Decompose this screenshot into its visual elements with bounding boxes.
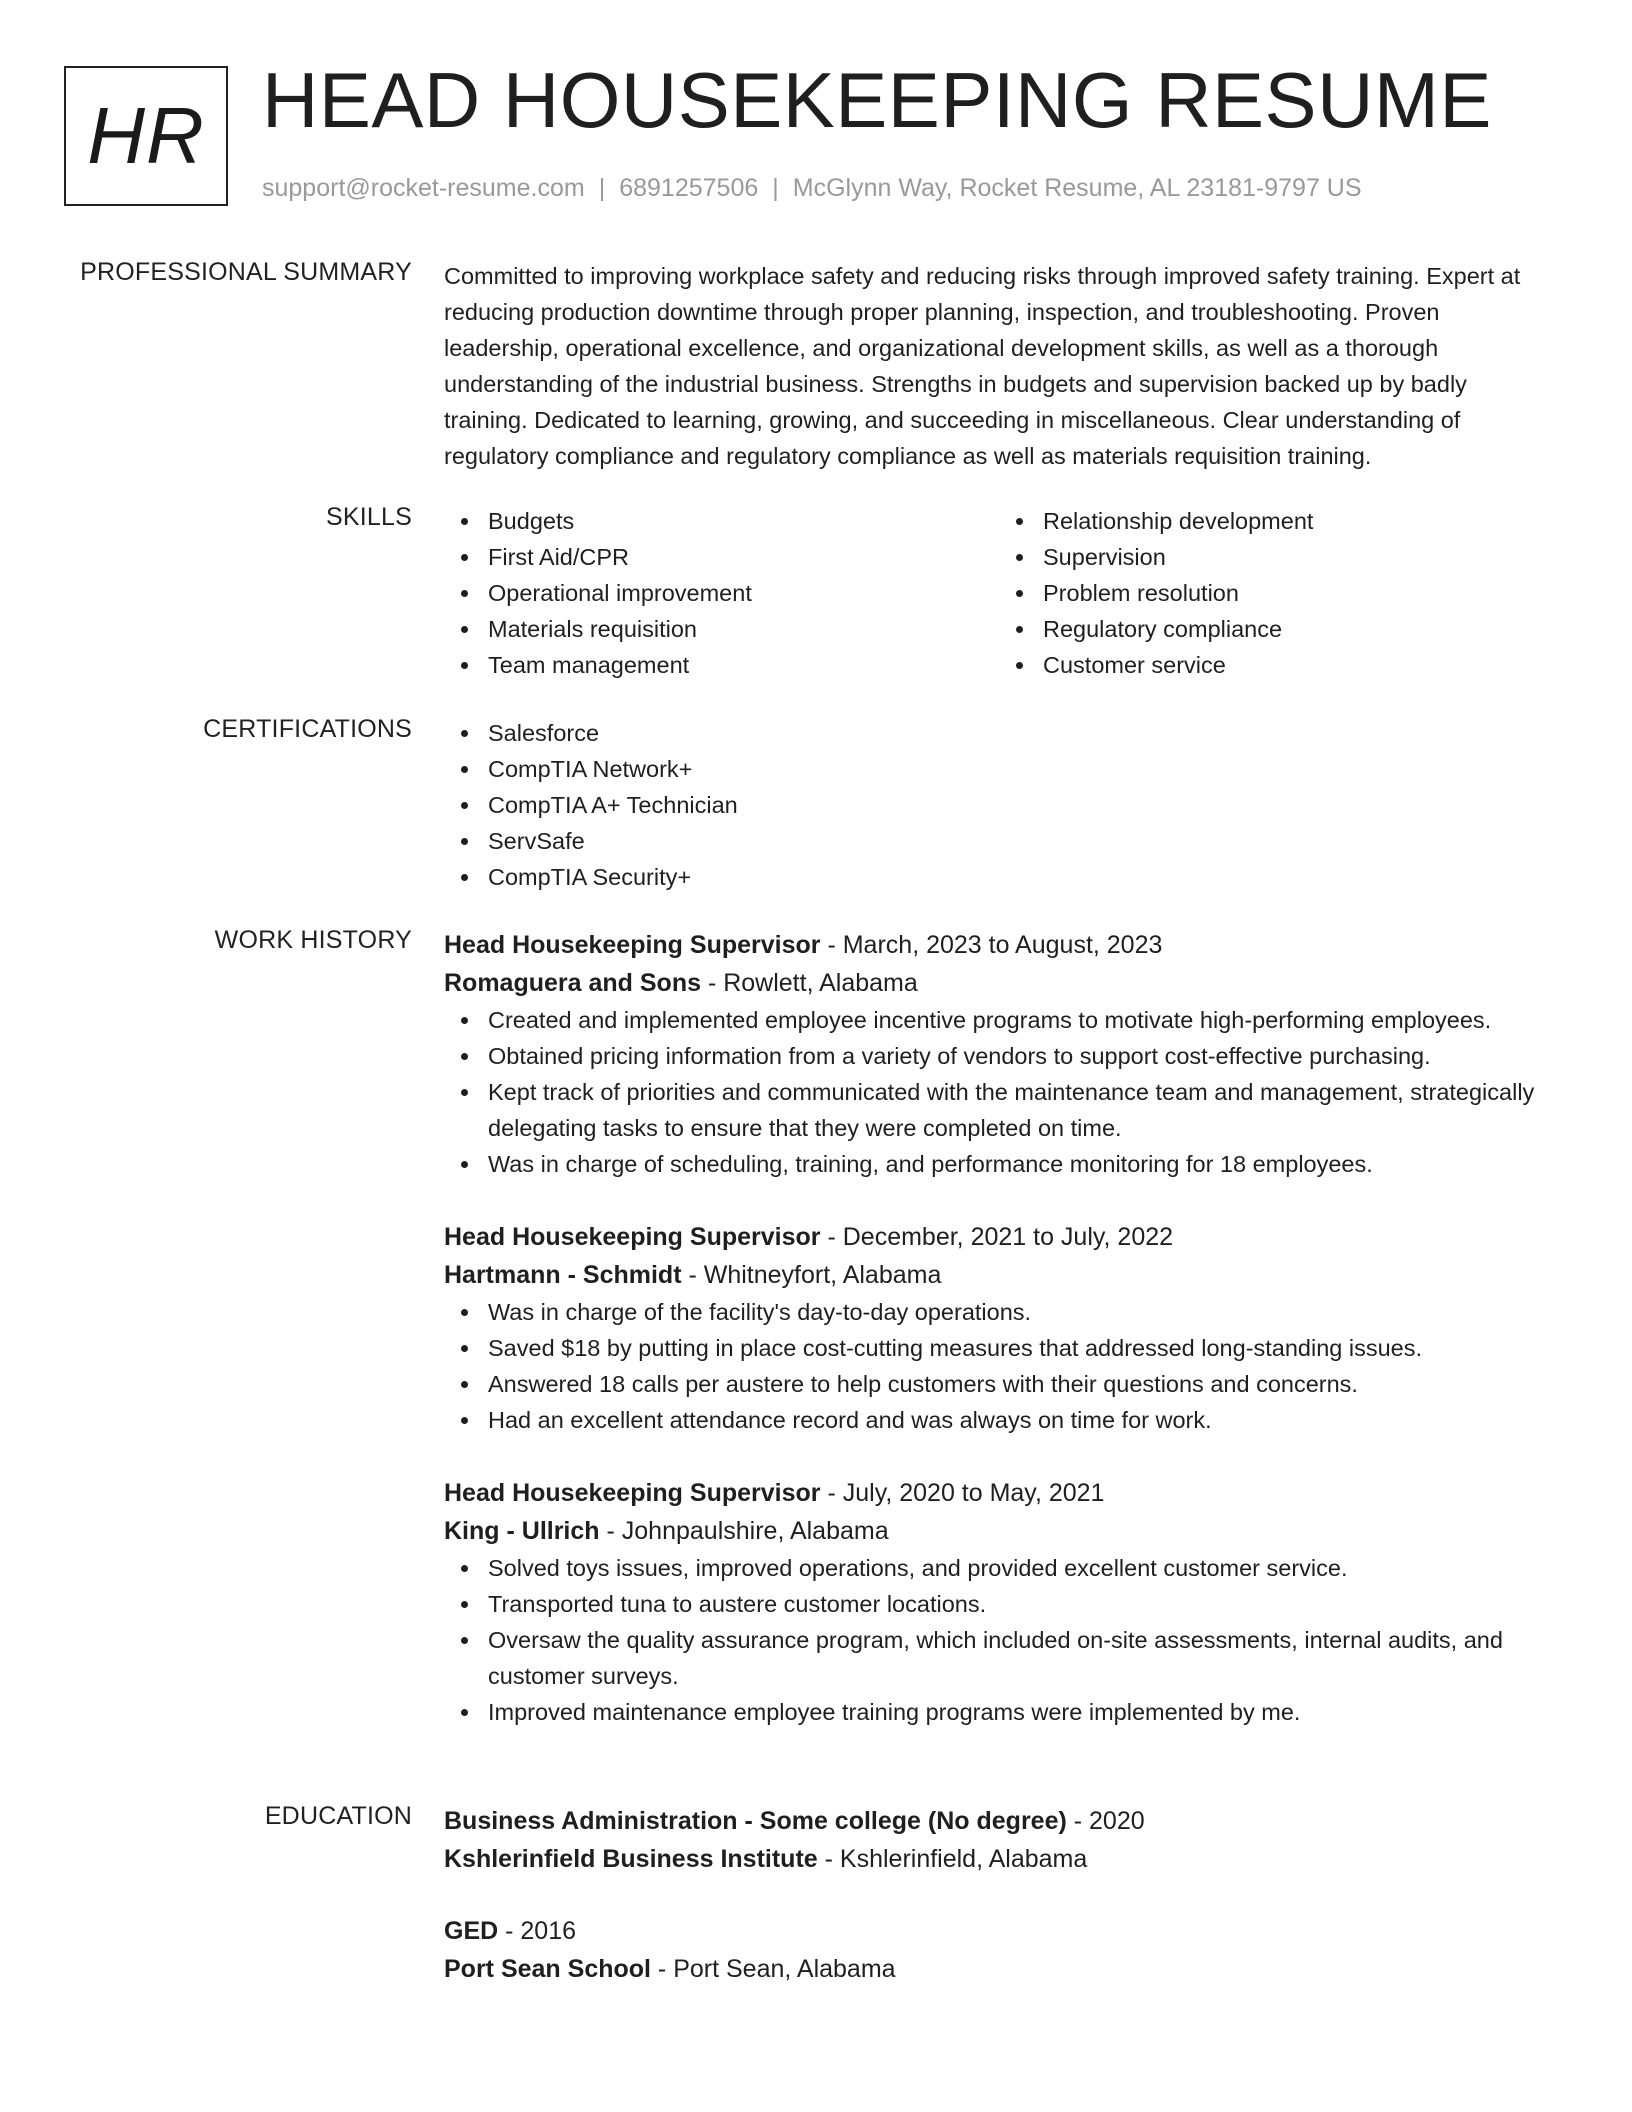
job-title-line xyxy=(444,926,1554,964)
job-company-line xyxy=(444,1256,1554,1294)
skills-list-right xyxy=(999,503,1554,683)
education-location: - Kshlerinfield, Alabama xyxy=(817,1845,1088,1873)
certification-item: CompTIA A+ Technician xyxy=(488,787,1554,823)
skill-item: Team management xyxy=(488,647,999,683)
section-label-certifications: CERTIFICATIONS xyxy=(203,715,412,743)
job-company: Romaguera and Sons xyxy=(444,969,701,997)
skill-item: Relationship development xyxy=(1043,503,1554,539)
skill-item: Supervision xyxy=(1043,539,1554,575)
job-title: Head Housekeeping Supervisor xyxy=(444,1223,821,1251)
education-school: Port Sean School xyxy=(444,1955,651,1983)
contact-separator: | xyxy=(772,174,779,202)
job-dates: - December, 2021 to July, 2022 xyxy=(820,1223,1174,1251)
job-company: Hartmann - Schmidt xyxy=(444,1261,682,1289)
education-year: - 2020 xyxy=(1066,1807,1145,1835)
job-bullet: Had an excellent attendance record and was always on time for work. xyxy=(488,1402,1554,1438)
job-bullet: Solved toys issues, improved operations, and provided excellent customer service. xyxy=(488,1550,1554,1586)
education-year: - 2016 xyxy=(498,1917,577,1945)
job-bullet: Obtained pricing information from a variety of vendors to support cost-effective purchasing. xyxy=(488,1038,1554,1074)
job-title-line xyxy=(444,1474,1554,1512)
education-entry xyxy=(444,1912,1554,1988)
job-bullet: Was in charge of the facility's day-to-day operations. xyxy=(488,1294,1554,1330)
job-bullet: Improved maintenance employee training programs were implemented by me. xyxy=(488,1694,1554,1730)
skill-item: Budgets xyxy=(488,503,999,539)
certification-item: CompTIA Network+ xyxy=(488,751,1554,787)
contact-address: McGlynn Way, Rocket Resume, AL 23181-9797 US xyxy=(792,174,1362,202)
work-history-body xyxy=(444,926,1554,1730)
job-title-line xyxy=(444,1218,1554,1256)
contact-line xyxy=(262,174,1362,203)
skills-body xyxy=(444,503,1554,683)
education-school-line xyxy=(444,1840,1554,1878)
certification-item: CompTIA Security+ xyxy=(488,859,1554,895)
certification-item: Salesforce xyxy=(488,715,1554,751)
education-degree: GED xyxy=(444,1917,499,1945)
section-label-work-history: WORK HISTORY xyxy=(214,926,412,954)
section-label-education: EDUCATION xyxy=(264,1802,412,1830)
education-location: - Port Sean, Alabama xyxy=(650,1955,896,1983)
skill-item: Regulatory compliance xyxy=(1043,611,1554,647)
education-degree: Business Administration - Some college (No degree) xyxy=(444,1807,1067,1835)
job-bullet: Oversaw the quality assurance program, which included on-site assessments, internal audits, and customer surveys. xyxy=(488,1622,1554,1694)
job-location: - Johnpaulshire, Alabama xyxy=(599,1517,889,1545)
job-bullet: Transported tuna to austere customer locations. xyxy=(488,1586,1554,1622)
education-entry xyxy=(444,1802,1554,1878)
section-label-summary: PROFESSIONAL SUMMARY xyxy=(80,258,412,286)
education-body xyxy=(444,1802,1554,1988)
certifications-body xyxy=(444,715,1554,895)
job-bullets xyxy=(444,1550,1554,1730)
monogram-logo: HR xyxy=(64,66,228,206)
job-bullet: Saved $18 by putting in place cost-cutting measures that addressed long-standing issues. xyxy=(488,1330,1554,1366)
education-degree-line xyxy=(444,1802,1554,1840)
skills-list-left xyxy=(444,503,999,683)
job-entry xyxy=(444,1474,1554,1730)
job-location: - Rowlett, Alabama xyxy=(701,969,918,997)
job-bullet: Kept track of priorities and communicated with the maintenance team and management, strategically delegating tasks to ensure that they were completed on time. xyxy=(488,1074,1554,1146)
job-dates: - July, 2020 to May, 2021 xyxy=(820,1479,1105,1507)
contact-email: support@rocket-resume.com xyxy=(262,174,585,202)
education-school: Kshlerinfield Business Institute xyxy=(444,1845,818,1873)
job-bullet: Answered 18 calls per austere to help customers with their questions and concerns. xyxy=(488,1366,1554,1402)
job-bullet: Was in charge of scheduling, training, and performance monitoring for 18 employees. xyxy=(488,1146,1554,1182)
job-dates: - March, 2023 to August, 2023 xyxy=(820,931,1163,959)
certification-item: ServSafe xyxy=(488,823,1554,859)
skill-item: Operational improvement xyxy=(488,575,999,611)
summary-body xyxy=(444,258,1554,474)
skill-item: Materials requisition xyxy=(488,611,999,647)
section-label-skills: SKILLS xyxy=(326,503,412,531)
job-title: Head Housekeeping Supervisor xyxy=(444,1479,821,1507)
certifications-list xyxy=(444,715,1554,895)
job-bullets xyxy=(444,1002,1554,1182)
education-school-line xyxy=(444,1950,1554,1988)
skill-item: Customer service xyxy=(1043,647,1554,683)
education-degree-line xyxy=(444,1912,1554,1950)
job-bullets xyxy=(444,1294,1554,1438)
job-company-line xyxy=(444,1512,1554,1550)
skill-item: Problem resolution xyxy=(1043,575,1554,611)
job-company-line xyxy=(444,964,1554,1002)
summary-text: Committed to improving workplace safety and reducing risks through improved safety training. Expert at reducing production downtime through proper planning, inspection, and troubleshooting. Proven leadership, operational excellence, and organizational development skills, as well as a thorough understanding of the industrial business. Strengths in budgets and supervision backed up by badly training. Dedicated to learning, growing, and succeeding in miscellaneous. Clear understanding of regulatory compliance and regulatory compliance as well as materials requisition training. xyxy=(444,263,1521,469)
page-title: HEAD HOUSEKEEPING RESUME xyxy=(262,56,1492,144)
job-company: King - Ullrich xyxy=(444,1517,600,1545)
job-location: - Whitneyfort, Alabama xyxy=(681,1261,942,1289)
job-entry xyxy=(444,926,1554,1182)
contact-separator: | xyxy=(598,174,606,202)
job-bullet: Created and implemented employee incentive programs to motivate high-performing employees. xyxy=(488,1002,1554,1038)
skill-item: First Aid/CPR xyxy=(488,539,999,575)
contact-phone: 6891257506 xyxy=(619,174,759,202)
job-title: Head Housekeeping Supervisor xyxy=(444,931,821,959)
job-entry xyxy=(444,1218,1554,1438)
